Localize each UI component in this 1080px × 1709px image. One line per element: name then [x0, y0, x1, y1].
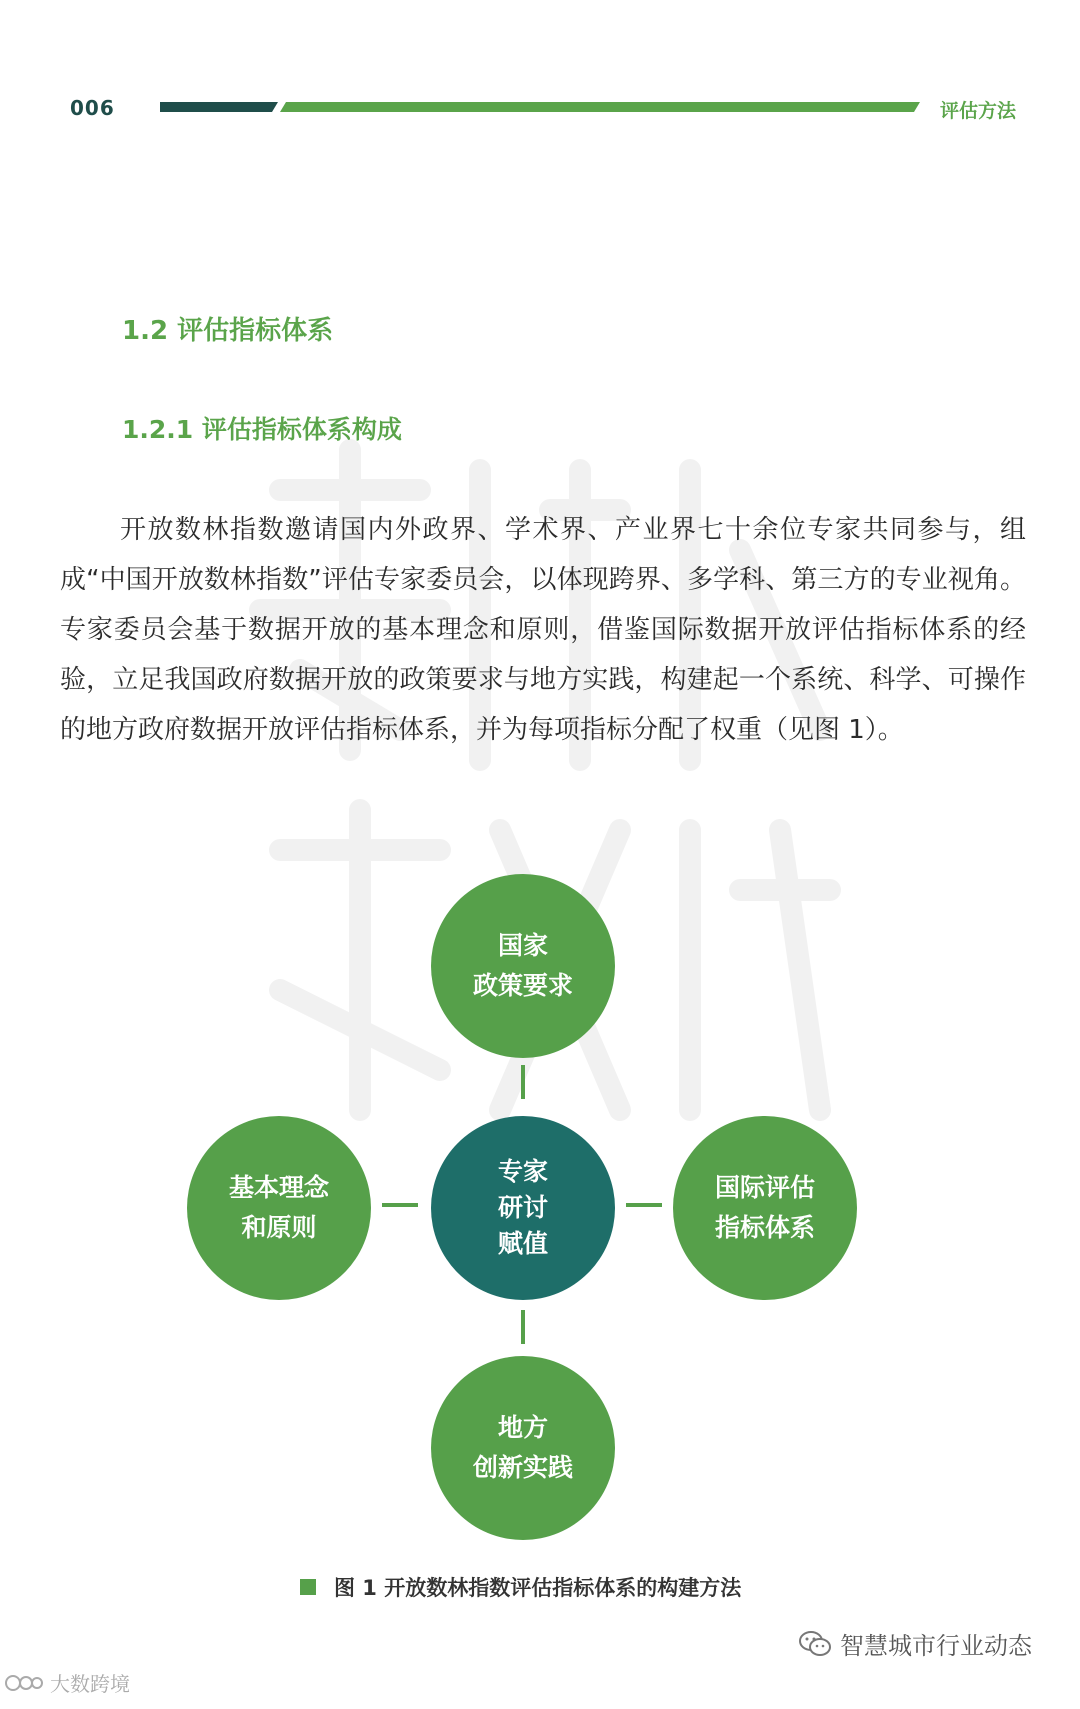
footer-watermark-left [4, 1668, 130, 1697]
node-expert-evaluation-line-1: 专家 [497, 1157, 548, 1186]
page-number: 006 [70, 96, 115, 120]
node-national-policy [431, 874, 615, 1058]
figure-caption [300, 1572, 741, 1602]
section-heading: 1.2 评估指标体系 [122, 316, 334, 346]
subsection-heading: 1.2.1 评估指标体系构成 [122, 415, 402, 444]
footer-left-text: 大数跨境 [50, 1672, 130, 1696]
node-basic-principles [187, 1116, 371, 1300]
connector-bottom [521, 1310, 525, 1344]
node-national-policy-line-1: 国家 [497, 931, 548, 960]
node-local-practice-line-2: 创新实践 [472, 1453, 573, 1482]
figure-caption-text: 图 1 开放数林指数评估指标体系的构建方法 [334, 1576, 742, 1600]
body-paragraph: 开放数林指数邀请国内外政界、学术界、产业界七十余位专家共同参与，组成“中国开放数林指数”评估专家委员会，以体现跨界、多学科、第三方的专业视角。专家委员会基于数据开放的基本理念和原则，借鉴国际数据开放评估指标体系的经验，立足我国政府数据开放的政策要求与地方实践，构建起一个系统、科学、可操作的地方政府数据开放评估指标体系，并为每项指标分配了权重（见图 1）。 [60, 515, 1026, 745]
node-international-index [673, 1116, 857, 1300]
node-basic-principles-line-1: 基本理念 [228, 1173, 329, 1202]
node-expert-evaluation [431, 1116, 615, 1300]
footer-watermark-right [798, 1626, 1032, 1661]
brand-icon [4, 1673, 44, 1693]
node-expert-evaluation-line-3: 赋值 [497, 1229, 548, 1258]
node-national-policy-line-2: 政策要求 [472, 971, 573, 1000]
node-expert-evaluation-line-2: 研讨 [497, 1193, 548, 1222]
node-international-index-line-1: 国际评估 [714, 1173, 815, 1202]
connector-top [521, 1065, 525, 1099]
node-international-index-line-2: 指标体系 [714, 1213, 815, 1242]
wechat-icon [798, 1630, 832, 1658]
caption-bullet [300, 1579, 316, 1595]
footer-right-text: 智慧城市行业动态 [840, 1632, 1032, 1660]
node-basic-principles-line-2: 和原则 [241, 1213, 317, 1242]
connector-left [382, 1203, 418, 1207]
node-local-practice [431, 1356, 615, 1540]
node-local-practice-line-1: 地方 [497, 1413, 548, 1442]
header-bar [160, 102, 920, 112]
connector-right [626, 1203, 662, 1207]
section-tag: 评估方法 [939, 100, 1016, 122]
